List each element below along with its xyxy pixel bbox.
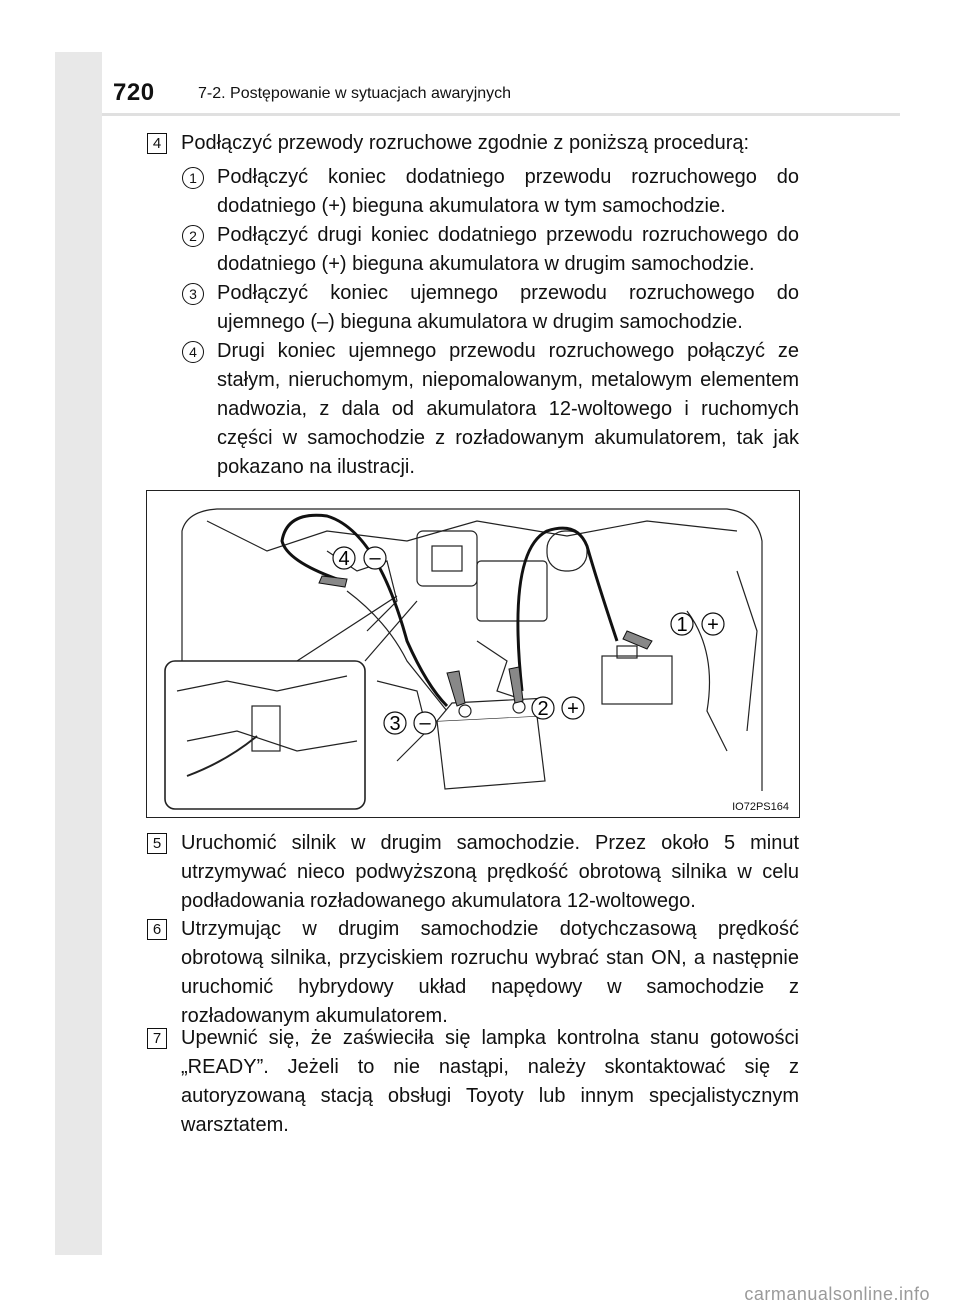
inset-leader-line [365,601,417,661]
callout-1-sign: + [707,614,719,636]
substep-3 [182,279,799,337]
callout-2-sign: + [567,698,579,720]
engine-part-component [477,561,547,621]
section-title: 7-2. Postępowanie w sytuacjach awaryjnych [198,85,512,102]
engine-bay-drawing [147,491,799,817]
callout-1 [671,613,724,636]
substep-number-circle: 4 [182,341,204,363]
callout-3-sign: – [419,712,431,734]
other-vehicle-battery [437,716,545,789]
body-panel-line [737,571,757,731]
engine-cap-component [432,546,462,571]
engine-block-component [417,531,477,586]
step-4 [147,129,799,158]
detail-inset-frame [165,661,365,809]
substep-text: Podłączyć koniec dodatniego przewodu rozruchowego do dodatniego (+) bieguna akumulatora w tym samochodzie. [217,166,799,217]
step-number-box: 7 [147,1028,167,1049]
step-5 [147,829,799,916]
callout-3-number: 3 [389,713,401,735]
jump-start-illustration [146,490,800,818]
step-number-box: 6 [147,919,167,940]
step-text: Uruchomić silnik w drugim samochodzie. Przez około 5 minut utrzymywać nieco podwyższoną prędkość obrotową silnika w celu podładowania rozładowanego akumulatora 12-woltowego. [181,832,799,912]
callout-2-number: 2 [537,698,549,720]
substep-4 [182,337,799,482]
step-text: Upewnić się, że zaświeciła się lampka kontrolna stanu gotowości „READY”. Jeżeli to nie nastąpi, należy skontaktować się z autoryzowaną stacją obsługi Toyoty lub innym specjalistycznym warsztatem. [181,1027,799,1136]
page-number: 720 [113,79,155,106]
header-rule [102,113,900,116]
figure-code: IO72PS164 [732,801,789,813]
substep-number-circle: 2 [182,225,204,247]
callout-1-number: 1 [676,614,688,636]
watermark: carmanualsonline.info [744,1284,930,1304]
negative-clamp-other-battery [447,671,465,706]
hood-edge-line [207,521,737,551]
substep-text: Podłączyć koniec ujemnego przewodu rozruchowego do ujemnego (–) bieguna akumulatora w drugim samochodzie. [217,282,799,333]
step-number-box: 4 [147,133,167,154]
substep-2 [182,221,799,279]
substep-1 [182,163,799,221]
callout-4-sign: – [369,547,381,569]
step-text: Podłączyć przewody rozruchowe zgodnie z poniższą procedurą: [181,132,750,154]
callout-2 [532,697,584,720]
substep-number-circle: 3 [182,283,204,305]
step-text: Utrzymując w drugim samochodzie dotychczasową prędkość obrotową silnika, przyciskiem rozruchu wybrać stan ON, a następnie uruchomić hybrydowy układ napędowy w samochodzie z rozładowanym akumulatorem. [181,918,799,1027]
substep-number-circle: 1 [182,167,204,189]
substep-text: Podłączyć drugi koniec dodatniego przewodu rozruchowego do dodatniego (+) bieguna akumulatora w drugim samochodzie. [217,224,799,275]
callout-3 [384,712,436,735]
this-vehicle-battery [602,656,672,704]
callout-4 [333,547,386,570]
step-7 [147,1024,799,1140]
page-sidebar-band [55,52,102,1255]
inset-leader-line [297,596,397,661]
step-number-box: 5 [147,833,167,854]
substep-text: Drugi koniec ujemnego przewodu rozruchowego połączyć ze stałym, nieruchomym, niepomalowanym, metalowym elementem nadwozia, z dala od akumulatora 12-woltowego i ruchomych części w samochodzie z rozładowanym akumulatorem, tak jak pokazano na ilustracji. [217,340,799,478]
negative-clamp-ground [319,576,347,587]
step-6 [147,915,799,1031]
callout-4-number: 4 [338,548,350,570]
